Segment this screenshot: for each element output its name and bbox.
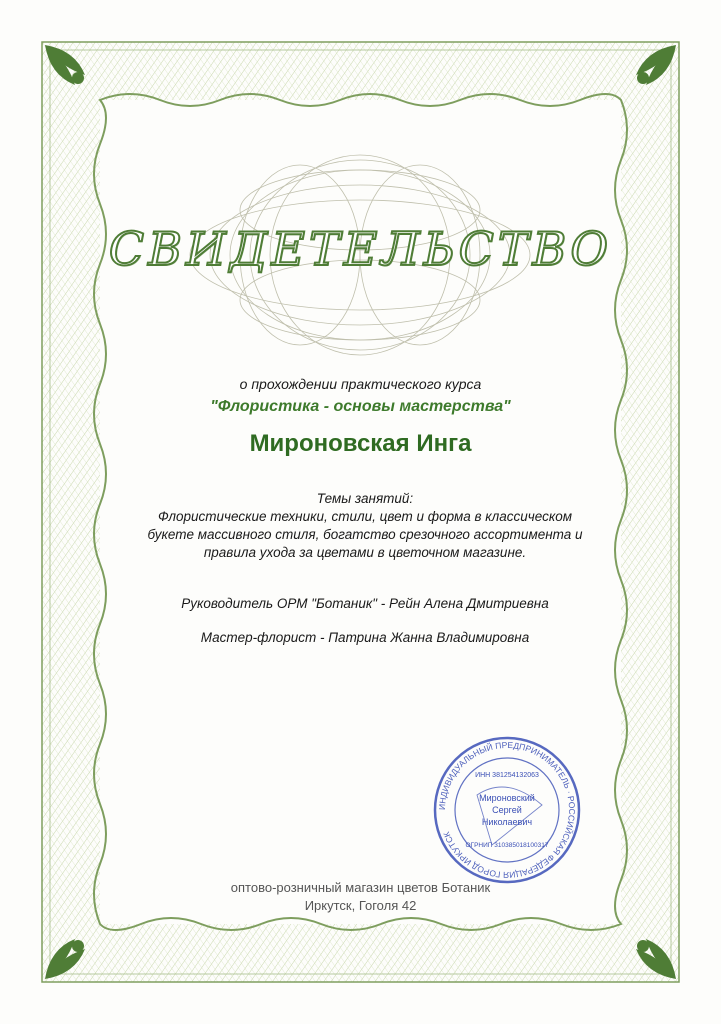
stamp-inn: ИНН 381254132063 [475, 772, 539, 779]
stamp-name-line: Николаевич [481, 817, 533, 827]
topics-line: правила ухода за цветами в цветочном магазине. [203, 545, 527, 560]
recipient-name: Мироновская Инга [249, 430, 472, 457]
topics-block [130, 490, 600, 562]
stamp-name-line: Мироновский [479, 793, 535, 803]
certificate-title: СВИДЕТЕЛЬСТВО [108, 222, 613, 276]
stamp-ogrnip: ОГРНИП 310385018100317 [465, 842, 549, 849]
master-signature-line: Мастер-флорист - Патрина Жанна Владимировна [200, 630, 530, 645]
footer-address: Иркутск, Гоголя 42 [304, 898, 417, 913]
stamp-name-line: Сергей [492, 805, 522, 815]
course-subtitle: о прохождении практического курса [239, 376, 482, 392]
course-name: "Флористика - основы мастерства" [210, 398, 511, 415]
topics-line: букете массивного стиля, богатство срезочного ассортимента и [147, 527, 583, 542]
topics-heading: Темы занятий: [316, 491, 414, 506]
head-signature-line: Руководитель ОРМ "Ботаник" - Рейн Алена Дмитриевна [181, 596, 549, 611]
topics-line: Флористические техники, стили, цвет и форма в классическом [157, 509, 573, 524]
footer-shop: оптово-розничный магазин цветов Ботаник [230, 880, 491, 895]
round-stamp [432, 735, 582, 885]
stamp-outer-text: ИНДИВИДУАЛЬНЫЙ ПРЕДПРИНИМАТЕЛЬ · РОССИЙСКАЯ ФЕДЕРАЦИЯ ГОРОД ИРКУТСК [436, 739, 578, 881]
